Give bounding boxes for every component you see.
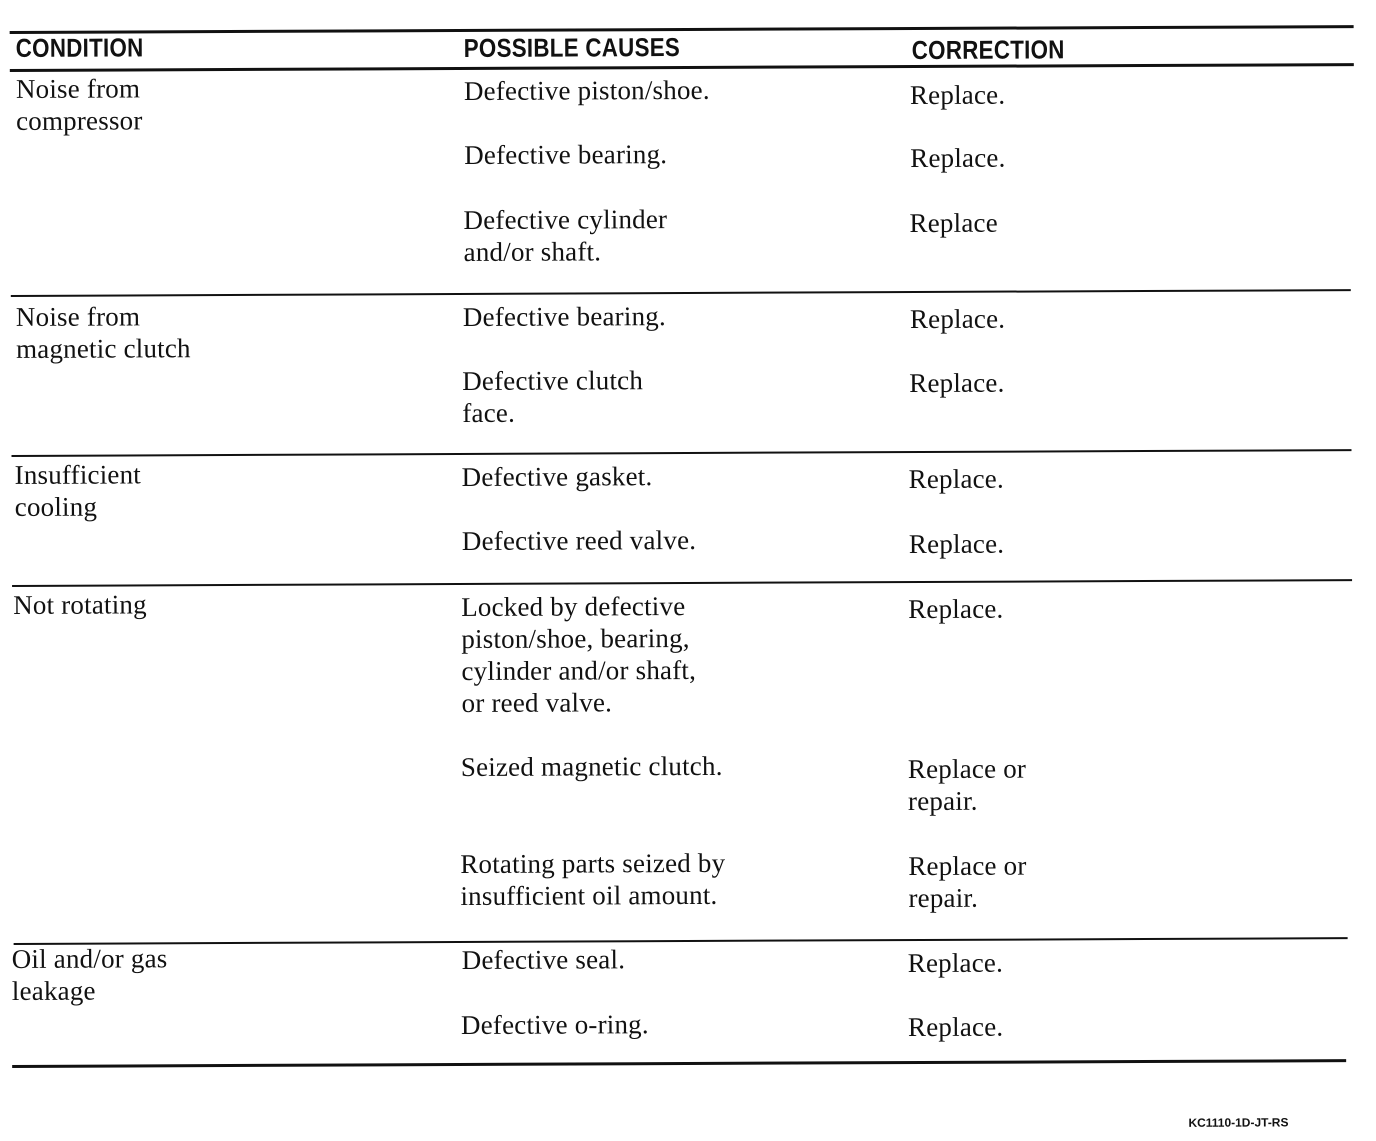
- condition-cell: Oil and/or gas leakage: [11, 943, 168, 1006]
- figure-code: KC1110-1D-JT-RS: [1188, 1115, 1289, 1130]
- condition-cell: Not rotating: [13, 589, 147, 620]
- condition-cell: Noise from magnetic clutch: [15, 301, 191, 364]
- correction-cell: Replace.: [909, 367, 1005, 399]
- cause-cell: Defective cylinder and/or shaft.: [463, 204, 668, 267]
- table-top-rule: [10, 25, 1354, 34]
- correction-cell: Replace or repair.: [907, 753, 1027, 817]
- table-bottom-rule: [12, 1059, 1346, 1068]
- correction-cell: Replace.: [909, 79, 1006, 111]
- group-divider: [11, 289, 1351, 297]
- cause-cell: Locked by defective piston/shoe, bearing, cylinder and/or shaft, or reed valve.: [461, 591, 697, 718]
- correction-cell: Replace.: [910, 142, 1006, 174]
- condition-cell: Noise from compressor: [15, 73, 143, 136]
- header-possible-causes: POSSIBLE CAUSES: [463, 32, 681, 63]
- cause-cell: Defective bearing.: [462, 301, 666, 332]
- group-divider: [11, 449, 1351, 457]
- cause-cell: Defective gasket.: [461, 461, 653, 492]
- header-bottom-rule: [10, 63, 1354, 72]
- correction-cell: Replace.: [908, 463, 1004, 495]
- correction-cell: Replace.: [909, 303, 1006, 335]
- cause-cell: Defective reed valve.: [461, 524, 697, 556]
- correction-cell: Replace: [909, 207, 998, 239]
- correction-cell: Replace.: [907, 1011, 1004, 1043]
- condition-cell: Insufficient cooling: [14, 459, 142, 522]
- cause-cell: Rotating parts seized by insufficient oil amount.: [460, 847, 726, 911]
- cause-cell: Defective clutch face.: [462, 365, 644, 428]
- cause-cell: Defective o-ring.: [460, 1009, 649, 1040]
- header-correction: CORRECTION: [911, 34, 1065, 66]
- correction-cell: Replace.: [907, 947, 1004, 979]
- cause-cell: Seized magnetic clutch.: [460, 750, 723, 782]
- header-condition: CONDITION: [15, 32, 144, 63]
- correction-cell: Replace.: [908, 593, 1004, 625]
- correction-cell: Replace or repair.: [908, 850, 1027, 914]
- cause-cell: Defective bearing.: [464, 139, 668, 170]
- cause-cell: Defective piston/shoe.: [463, 74, 710, 106]
- correction-cell: Replace.: [908, 528, 1005, 560]
- group-divider: [14, 937, 1348, 945]
- group-divider: [12, 579, 1352, 587]
- cause-cell: Defective seal.: [461, 944, 626, 975]
